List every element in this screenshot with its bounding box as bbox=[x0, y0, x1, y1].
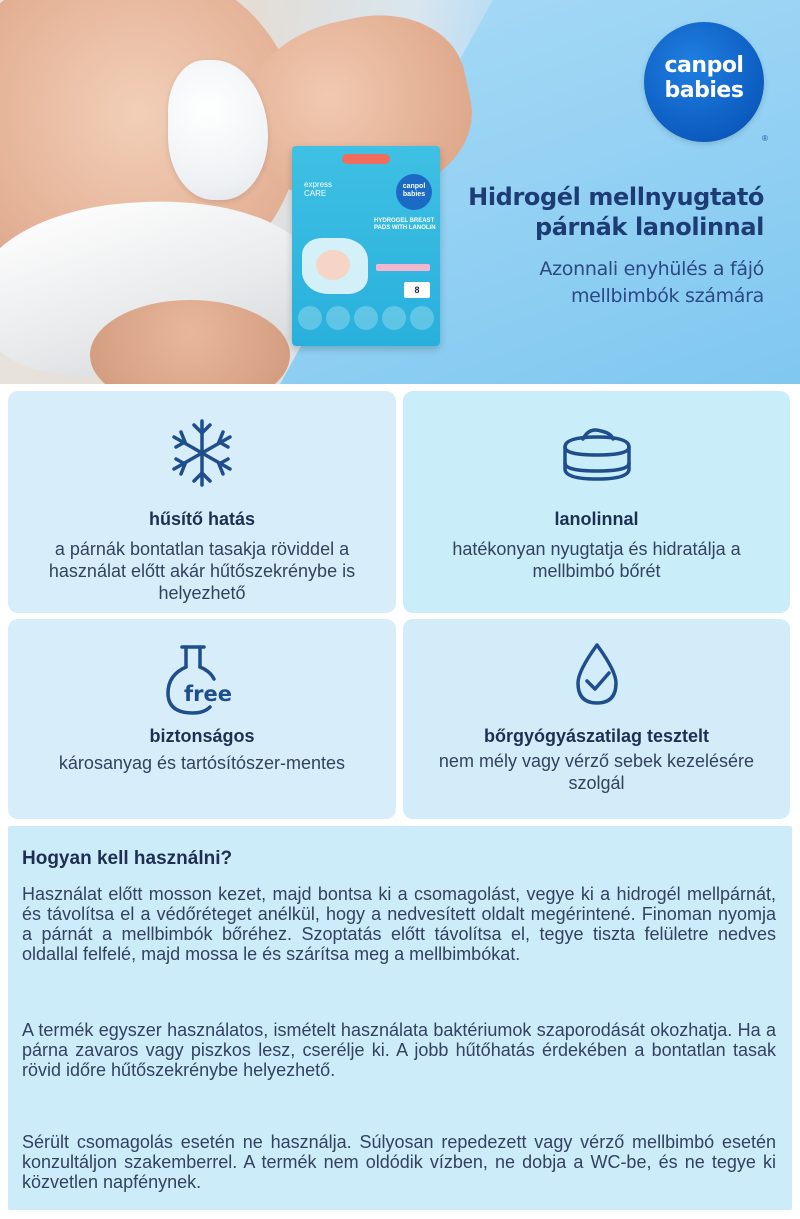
flask-free-label: free bbox=[184, 682, 232, 706]
feature-cooling bbox=[8, 391, 396, 613]
feature-title: hűsítő hatás bbox=[148, 509, 255, 529]
usage-instructions bbox=[8, 826, 792, 1210]
snowflake-icon bbox=[168, 417, 236, 489]
usage-paragraph: Sérült csomagolás esetén ne használja. Súlyosan repedezett vagy vérző mellbimbó esetén konzultáljon szakemberrel. A termék nem oldódik vízben, ne dobja a WC-be, és ne tegye ki közvetlen napfénynek. bbox=[22, 1132, 776, 1192]
flask-free-icon bbox=[164, 643, 240, 717]
package-pad-image-inner bbox=[316, 250, 350, 280]
package-icon bbox=[354, 306, 378, 330]
page-title: Hidrogél mellnyugtató párnák lanolinnal bbox=[468, 183, 764, 241]
usage-paragraph: A termék egyszer használatos, ismételt használata baktériumok szaporodását okozhatja. Ha a párna zavaros vagy piszkos lesz, cserélje ki. A jobb hűtőhatás érdekében a bontatlan tasak rövid időre hűtőszekrénybe helyezhető. bbox=[22, 1020, 776, 1080]
package-pink-label bbox=[376, 264, 430, 271]
feature-text: hatékonyan nyugtatja és hidratálja a mellbimbó bőrét bbox=[452, 539, 741, 581]
brand-logo bbox=[644, 22, 764, 142]
feature-dermatologically-tested bbox=[403, 619, 790, 819]
brand-logo-line-1: canpol bbox=[664, 53, 744, 78]
feature-text: a párnák bontatlan tasakja röviddel a használat előtt akár hűtőszekrénybe is helyezhető bbox=[48, 539, 356, 603]
usage-heading: Hogyan kell használni? bbox=[22, 848, 233, 869]
package-count: 8 bbox=[404, 282, 430, 298]
feature-safe bbox=[8, 619, 396, 819]
usage-paragraph: Használat előtt mosson kezet, majd bontsa ki a csomagolást, vegye ki a hidrogél mellpárnát, és távolítsa el a védőréteget anélkül, hogy a nedvesített oldalt megérintené. Finoman nyomja a párnát a mellbimbók bőréhez. Szoptatás előtt távolítsa el, tegye tiszta felületre nedves oldallal felfelé, majd mossa le és szárítsa meg a mellbimbókat. bbox=[22, 884, 776, 964]
feature-lanolin bbox=[403, 391, 790, 613]
cream-jar-icon bbox=[559, 423, 635, 483]
package-icon bbox=[326, 306, 350, 330]
package-brand-logo: canpol babies bbox=[396, 174, 432, 210]
product-package bbox=[292, 146, 440, 346]
page-subtitle: Azonnali enyhülés a fájó mellbimbók számára bbox=[539, 258, 764, 307]
package-express-care bbox=[304, 180, 332, 198]
package-hanger bbox=[342, 154, 390, 164]
feature-text: károsanyag és tartósítószer-mentes bbox=[58, 753, 346, 773]
package-icon bbox=[410, 306, 434, 330]
feature-title: biztonságos bbox=[149, 726, 255, 746]
registered-mark: ® bbox=[762, 134, 768, 143]
package-icon bbox=[382, 306, 406, 330]
package-product-name: HYDROGEL BREAST PADS WITH LANOLIN bbox=[374, 218, 436, 231]
package-line-2: CARE bbox=[304, 189, 327, 198]
feature-text: nem mély vagy vérző sebek kezelésére szolgál bbox=[438, 751, 755, 793]
feature-title: bőrgyógyászatilag tesztelt bbox=[483, 726, 710, 746]
package-icon bbox=[298, 306, 322, 330]
hero-banner bbox=[0, 0, 800, 384]
brand-logo-line-2: babies bbox=[664, 78, 744, 103]
package-line-1: express bbox=[304, 180, 333, 189]
feature-title: lanolinnal bbox=[554, 509, 639, 529]
package-icon-row bbox=[298, 306, 434, 330]
drop-check-icon bbox=[572, 641, 622, 707]
